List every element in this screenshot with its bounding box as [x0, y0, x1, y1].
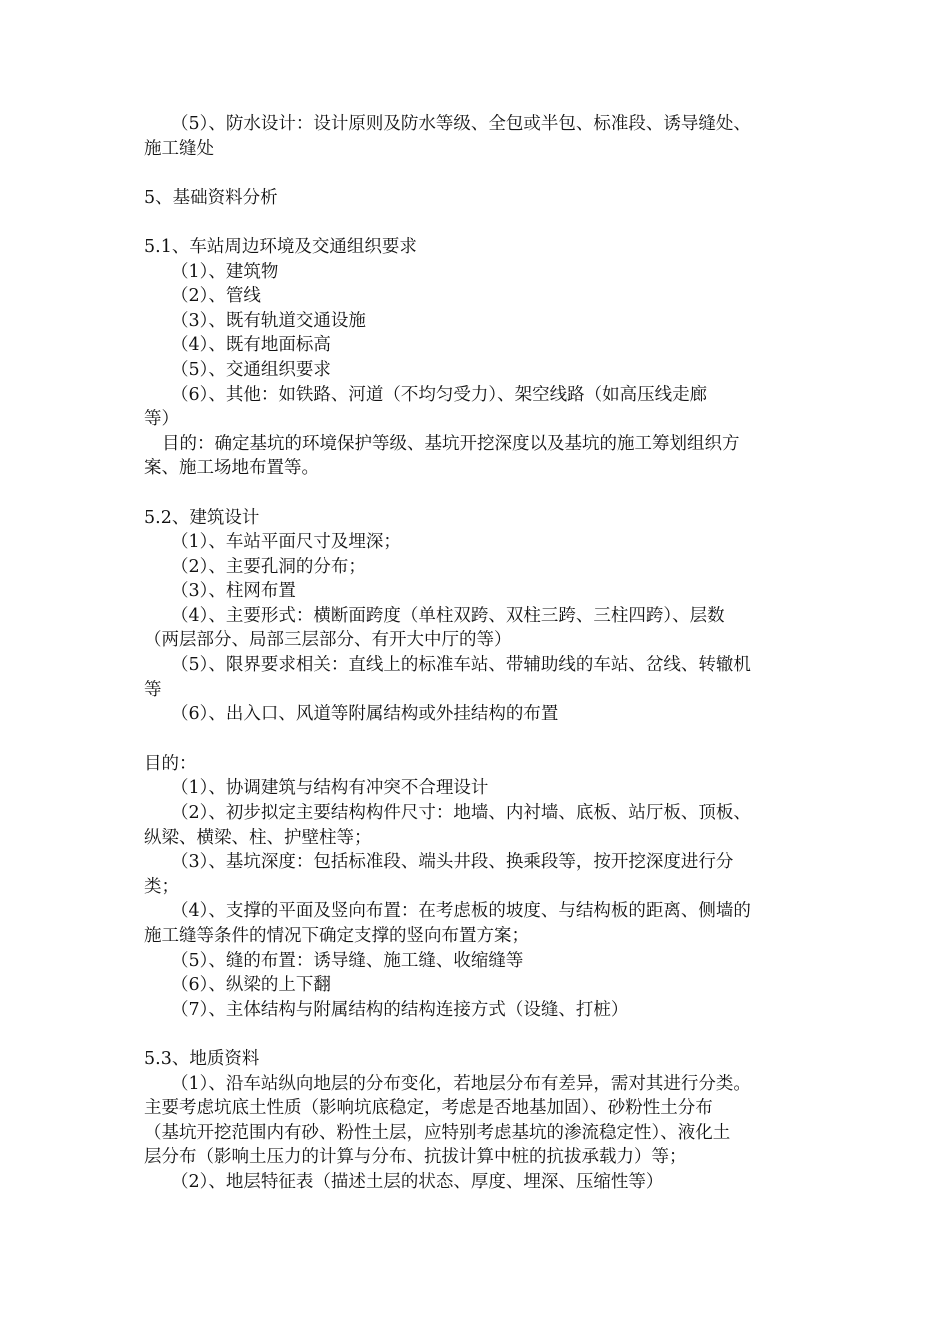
purpose-text: 目的：确定基坑的环境保护等级、基坑开挖深度以及基坑的施工筹划组织方 — [162, 433, 740, 454]
list-item: （3）、柱网布置 — [171, 581, 296, 602]
text-line: 主要考虑坑底土性质（影响坑底稳定，考虑是否地基加固）、砂粉性土分布 — [144, 1098, 713, 1119]
text-line: 施工缝等条件的情况下确定支撑的竖向布置方案； — [144, 926, 529, 946]
text-line: 案、施工场地布置等。 — [144, 458, 319, 479]
purpose-label: 目的： — [144, 753, 197, 774]
list-item: （4）、支撑的平面及竖向布置：在考虑板的坡度、与结构板的距离、侧墙的 — [171, 901, 751, 922]
text-line: 层分布（影响土压力的计算与分布、抗拔计算中桩的抗拔承载力）等； — [144, 1147, 687, 1168]
text-line: 等 — [144, 679, 162, 700]
list-item: （5）、缝的布置：诱导缝、施工缝、收缩缝等 — [171, 950, 524, 971]
text-line: 类； — [144, 876, 179, 897]
list-item: （4）、主要形式：横断面跨度（单柱双跨、双柱三跨、三柱四跨）、层数 — [171, 605, 725, 626]
list-item: （1）、协调建筑与结构有冲突不合理设计 — [171, 778, 489, 799]
list-item: （2）、管线 — [171, 286, 261, 307]
list-item: （6）、纵梁的上下翻 — [171, 975, 331, 996]
list-item: （1）、沿车站纵向地层的分布变化，若地层分布有差异，需对其进行分类。 — [171, 1073, 751, 1094]
list-item: （1）、建筑物 — [171, 261, 279, 282]
text-line: 纵梁、横梁、柱、护壁柱等； — [144, 827, 372, 848]
subsection-heading: 5.1、车站周边环境及交通组织要求 — [144, 236, 417, 257]
list-item: （3）、既有轨道交通设施 — [171, 310, 366, 331]
list-item: （1）、车站平面尺寸及埋深； — [171, 532, 401, 553]
list-item: （5）、限界要求相关：直线上的标准车站、带辅助线的车站、岔线、转辙机 — [171, 655, 751, 676]
list-item: （7）、主体结构与附属结构的结构连接方式（设缝、打桩） — [171, 999, 629, 1020]
section-heading: 5、基础资料分析 — [144, 187, 278, 208]
subsection-heading: 5.3、地质资料 — [144, 1048, 260, 1069]
text-line: （基坑开挖范围内有砂、粉性土层，应特别考虑基坑的渗流稳定性）、液化土 — [144, 1122, 731, 1143]
text-line: 施工缝处 — [144, 138, 214, 159]
text-line: 等） — [144, 409, 179, 430]
text-line: （5）、防水设计：设计原则及防水等级、全包或半包、标准段、诱导缝处、 — [171, 114, 751, 134]
list-item: （6）、其他：如铁路、河道（不均匀受力）、架空线路（如高压线走廊 — [171, 384, 708, 405]
text-line: （两层部分、局部三层部分、有开大中厅的等） — [144, 630, 512, 651]
list-item: （6）、出入口、风道等附属结构或外挂结构的布置 — [171, 704, 559, 725]
list-item: （3）、基坑深度：包括标准段、端头井段、换乘段等，按开挖深度进行分 — [171, 852, 734, 873]
document-page — [144, 112, 814, 1195]
list-item: （2）、初步拟定主要结构构件尺寸：地墙、内衬墙、底板、站厅板、顶板、 — [171, 803, 751, 824]
list-item: （2）、地层特征表（描述土层的状态、厚度、埋深、压缩性等） — [171, 1171, 664, 1192]
list-item: （5）、交通组织要求 — [171, 359, 331, 380]
list-item: （4）、既有地面标高 — [171, 335, 331, 356]
subsection-heading: 5.2、建筑设计 — [144, 507, 260, 528]
list-item: （2）、主要孔洞的分布； — [171, 556, 366, 577]
